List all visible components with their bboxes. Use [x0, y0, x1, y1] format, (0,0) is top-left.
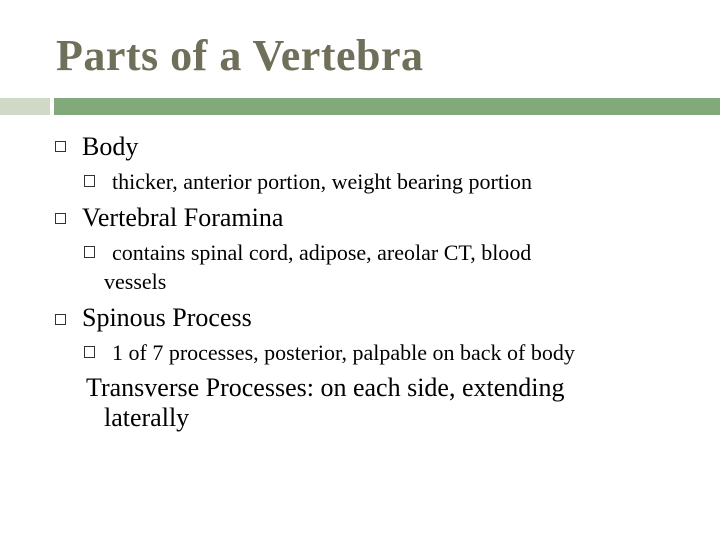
bullet-square-icon: [55, 213, 66, 224]
transverse-processes-line-2: laterally: [104, 403, 190, 432]
transverse-processes-line-1: Transverse Processes: on each side, extending: [86, 373, 565, 402]
bullet-square-icon: [55, 314, 66, 325]
bullet-spinous-process: Spinous Process: [82, 303, 252, 332]
bullet-body: Body: [82, 132, 139, 161]
sub-bullet-foramina-text-1: contains spinal cord, adipose, areolar CT, blood: [112, 240, 532, 265]
title-rule-bar: [54, 98, 720, 115]
sub-bullet-foramina-continued: vessels: [104, 269, 167, 294]
sub-bullet-foramina: [90, 238, 531, 267]
sub-bullet-body: [90, 167, 532, 196]
bullet-square-icon: [55, 141, 66, 152]
sub-bullet-body-text: thicker, anterior portion, weight bearing portion: [112, 169, 533, 194]
title-rule-accent: [0, 98, 50, 115]
sub-bullet-spinous-text: 1 of 7 processes, posterior, palpable on back of body: [112, 340, 575, 365]
bullet-vertebral-foramina: Vertebral Foramina: [82, 203, 284, 232]
slide-title: Parts of a Vertebra: [56, 31, 424, 80]
sub-bullet-spinous: [90, 338, 575, 367]
